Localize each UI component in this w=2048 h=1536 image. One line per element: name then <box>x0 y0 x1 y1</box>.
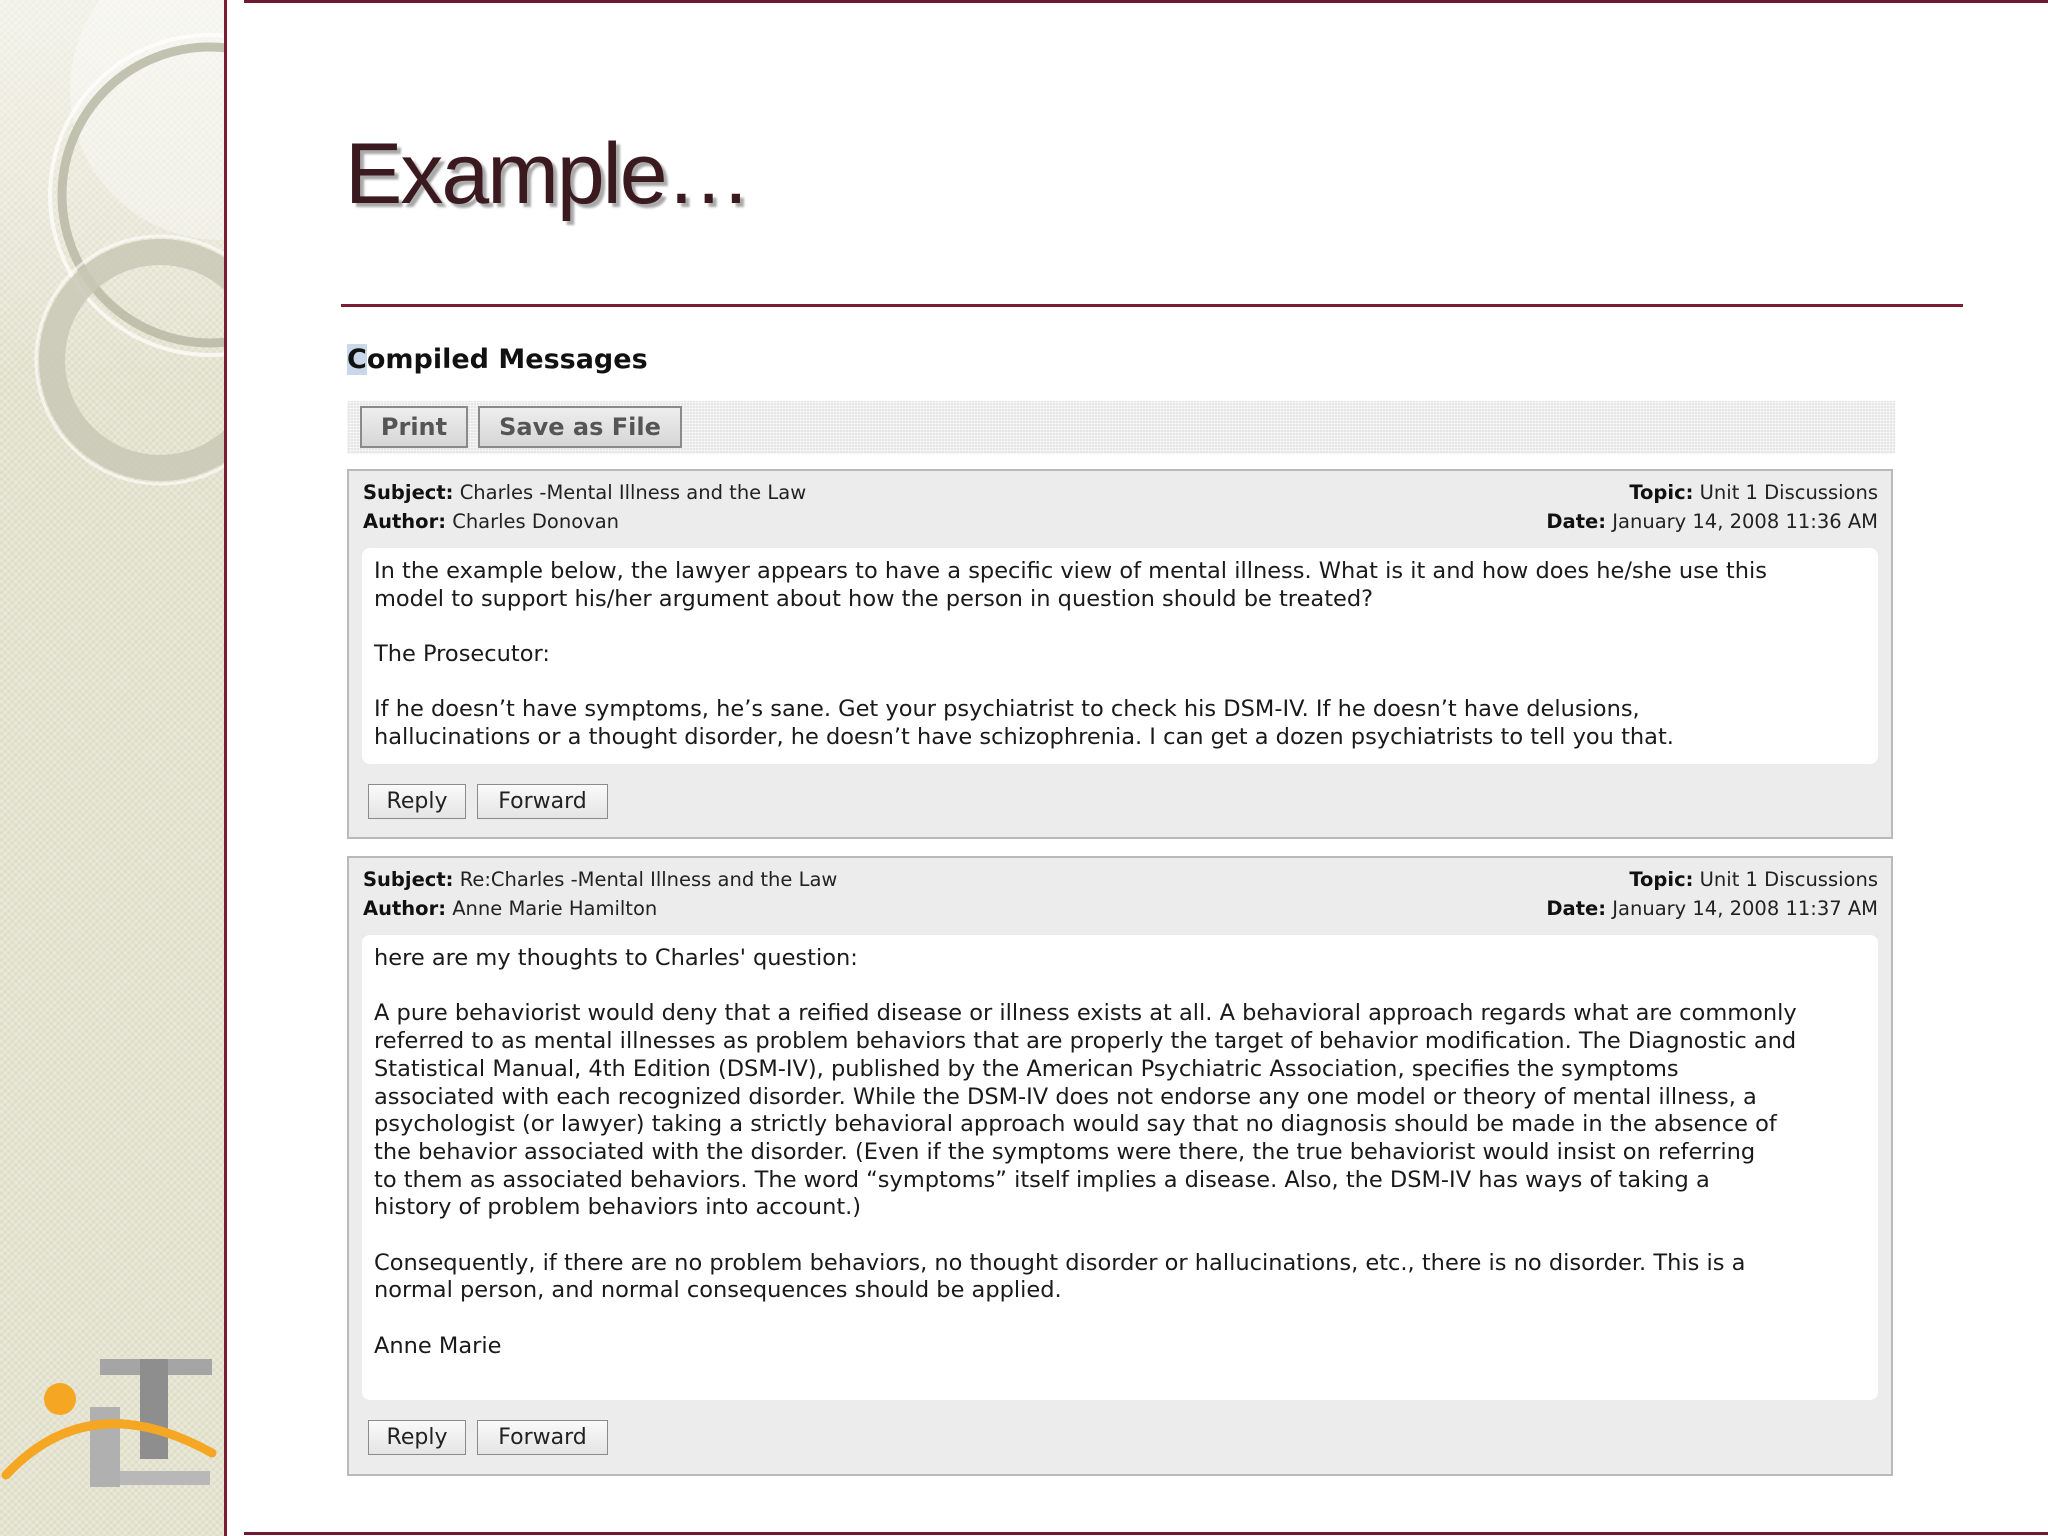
message-paragraph: A pure behaviorist would deny that a reified disease or illness exists at all. A behavioral approach regards what are commonly referred to as mental illnesses as problem behaviors that are properly the target of behavior modification. The Diagnostic and Statistical Manual, 4th Edition (DSM-IV), published by the American Psychiatric Association, specifies the symptoms associated with each recognized disorder. While the DSM-IV does not endorse any one model or theory of mental illness, a psychologist (or lawyer) taking a strictly behavioral approach would say that no diagnosis should be made in the absence of the behavior associated with the disorder. (Even if the symptoms were there, the true behaviorist would insist on referring to them as associated behaviors. The word “symptoms” itself implies a disease. Also, the DSM-IV has ways of taking a history of problem behaviors into account.) <box>374 1000 1797 1221</box>
print-button[interactable]: Print <box>360 406 468 448</box>
message-topic: Topic: Unit 1 Discussions <box>1629 481 1878 504</box>
message-subject: Subject: Re:Charles -Mental Illness and the Law <box>363 868 838 891</box>
message-card <box>347 469 1893 839</box>
message-paragraph: Consequently, if there are no problem behaviors, no thought disorder or hallucinations, etc., there is no disorder. This is a normal person, and normal consequences should be applied. <box>374 1249 1746 1304</box>
message-paragraph: In the example below, the lawyer appears to have a specific view of mental illness. What is it and how does he/she use this model to support his/her argument about how the person in question should be treated? <box>374 558 1767 612</box>
message-date: Date: January 14, 2008 11:37 AM <box>1546 897 1878 920</box>
forward-button[interactable]: Forward <box>477 784 608 819</box>
decorative-side-panel <box>0 0 226 1536</box>
message-author: Author: Anne Marie Hamilton <box>363 897 658 920</box>
message-paragraph: Anne Marie <box>374 1332 502 1359</box>
message-author: Author: Charles Donovan <box>363 510 620 533</box>
message-paragraph: If he doesn’t have symptoms, he’s sane. Get your psychiatrist to check his DSM-IV. If he doesn’t have delusions, hallucinations or a thought disorder, he doesn’t have schizophrenia. I can get a dozen psychiatrists to tell you that. <box>374 696 1674 751</box>
message-body <box>362 548 1878 764</box>
save-as-file-button[interactable]: Save as File <box>478 406 682 448</box>
message-card <box>347 856 1893 1476</box>
logo-icon <box>0 1345 226 1505</box>
message-paragraph: here are my thoughts to Charles' question: <box>374 945 858 971</box>
slide-title: Example… <box>345 126 750 222</box>
decorative-rings-icon <box>0 0 226 1536</box>
top-border <box>244 0 2048 3</box>
compiled-toolbar <box>347 401 1895 454</box>
title-divider <box>341 304 1963 307</box>
forward-button[interactable]: Forward <box>477 1420 608 1455</box>
bottom-border <box>244 1532 2048 1535</box>
compiled-messages-heading: Compiled Messages <box>347 344 648 375</box>
message-date: Date: January 14, 2008 11:36 AM <box>1546 510 1878 533</box>
reply-button[interactable]: Reply <box>368 1420 466 1455</box>
message-topic: Topic: Unit 1 Discussions <box>1629 868 1878 891</box>
message-subject: Subject: Charles -Mental Illness and the Law <box>363 481 807 504</box>
panel-border <box>224 0 227 1536</box>
message-paragraph: The Prosecutor: <box>374 641 550 668</box>
message-body <box>362 935 1878 1400</box>
reply-button[interactable]: Reply <box>368 784 466 819</box>
